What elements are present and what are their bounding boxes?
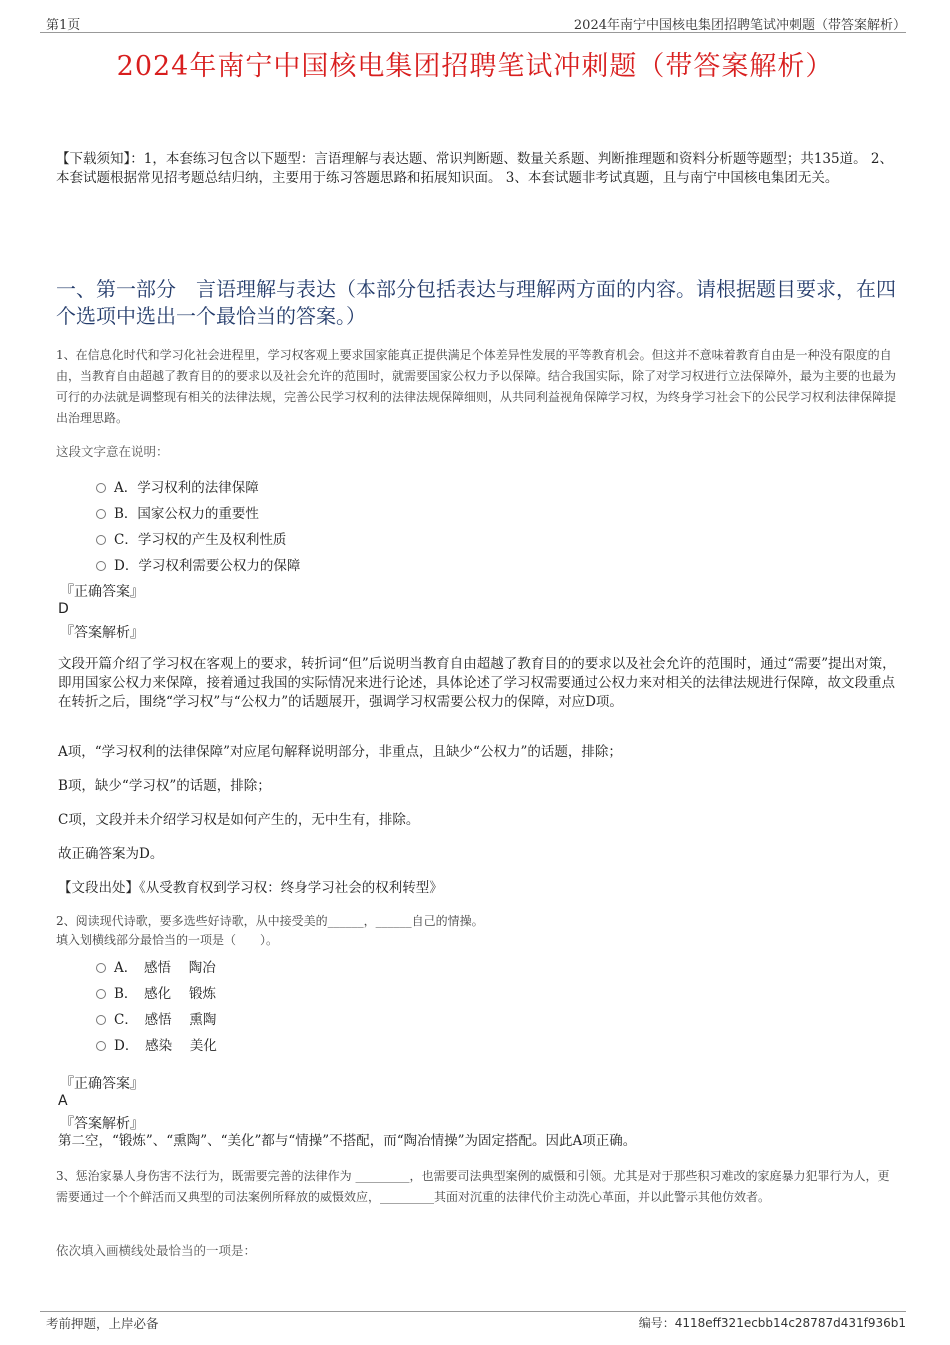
radio-icon[interactable] <box>96 1015 106 1025</box>
question-2-prompt: 填入划横线部分最恰当的一项是（ ）。 <box>56 933 279 947</box>
section-heading: 一、第一部分 言语理解与表达（本部分包括表达与理解两方面的内容。请根据题目要求，在四个选项中选出一个最恰当的答案。） <box>56 277 896 328</box>
q2-analysis-label: 『答案解析』 <box>60 1116 144 1132</box>
q1-option-b[interactable] <box>96 502 259 522</box>
question-3-prompt: 依次填入画横线处最恰当的一项是： <box>56 1243 257 1258</box>
q1-source: 【文段出处】《从受教育权到学习权：终身学习社会的权利转型》 <box>58 880 443 896</box>
q2-answer-label: 『正确答案』 <box>60 1076 144 1092</box>
footer-code: 编号：4118eff321ecbb14c28787d431f936b1 <box>638 1316 906 1330</box>
q1-note-c: C项，文段并未介绍学习权是如何产生的，无中生有，排除。 <box>58 812 420 828</box>
q1-option-c[interactable] <box>96 528 286 548</box>
option-label: B． 感化 锻炼 <box>114 986 216 1002</box>
document-title: 2024年南宁中国核电集团招聘笔试冲刺题（带答案解析） <box>116 51 834 82</box>
running-header-title: 2024年南宁中国核电集团招聘笔试冲刺题（带答案解析） <box>573 18 906 33</box>
q1-option-a[interactable] <box>96 476 259 496</box>
radio-icon[interactable] <box>96 1041 106 1051</box>
download-notice: 【下载须知】：1，本套练习包含以下题型：言语理解与表达题、常识判断题、数量关系题、判断推理题和资料分析题等题型；共135道。 2、本套试题根据常见招考题总结归纳，主要用于练习答题思路和拓展知识面。 3、本套试题非考试真题，且与南宁中国核电集团无关。 <box>56 151 893 186</box>
option-label: B．国家公权力的重要性 <box>114 506 259 522</box>
question-3-stem: 3、惩治家暴人身伤害不法行为，既需要完善的法律作为 _________，也需要司法典型案例的威慑和引领。尤其是对于那些积习难改的家庭暴力犯罪行为人，更需要通过一个个鲜活而又典型的司法案例所释放的威慑效应，_________其面对沉重的法律代价主动洗心革面，并以此警示其他仿效者。 <box>56 1169 890 1204</box>
q1-note-b: B项，缺少“学习权”的话题，排除； <box>58 778 271 794</box>
q1-answer-label: 『正确答案』 <box>60 584 144 600</box>
option-label: D． 感染 美化 <box>114 1038 217 1054</box>
radio-icon[interactable] <box>96 963 106 973</box>
q1-analysis-label: 『答案解析』 <box>60 625 144 641</box>
q2-option-c[interactable] <box>96 1008 216 1028</box>
q2-option-d[interactable] <box>96 1034 217 1054</box>
header-divider <box>40 32 906 33</box>
option-label: A． 感悟 陶冶 <box>114 960 216 976</box>
question-2-stem: 2、阅读现代诗歌，要多选些好诗歌，从中接受美的______，______自己的情操。 <box>56 914 484 928</box>
q1-conclusion: 故正确答案为D。 <box>58 846 164 862</box>
footer-divider <box>40 1311 906 1312</box>
q2-answer: A <box>58 1093 68 1109</box>
radio-icon[interactable] <box>96 509 106 519</box>
option-label: C． 感悟 熏陶 <box>114 1012 217 1028</box>
q1-analysis: 文段开篇介绍了学习权在客观上的要求，转折词“但”后说明当教育自由超越了教育目的的要求以及社会允许的范围时，通过“需要”提出对策，即用国家公权力来保障，接着通过我国的实际情况来进行论述，具体论述了学习权需要通过公权力来对相关的法律法规进行保障，故文段重点在转折之后，围绕“学习权”与“公权力”的话题展开，强调学习权需要公权力的保障，对应D项。 <box>58 656 896 710</box>
footer-slogan: 考前押题，上岸必备 <box>46 1316 159 1331</box>
question-1-prompt: 这段文字意在说明： <box>56 444 169 459</box>
q1-note-a: A项，“学习权利的法律保障”对应尾句解释说明部分，非重点，且缺少“公权力”的话题，排除； <box>58 744 622 760</box>
option-label: A．学习权利的法律保障 <box>114 480 259 496</box>
q2-analysis: 第二空，“锻炼”、“熏陶”、“美化”都与“情操”不搭配，而“陶冶情操”为固定搭配。因此A项正确。 <box>58 1133 637 1149</box>
radio-icon[interactable] <box>96 989 106 999</box>
q2-option-b[interactable] <box>96 982 216 1002</box>
radio-icon[interactable] <box>96 535 106 545</box>
q1-answer: D <box>58 601 69 617</box>
radio-icon[interactable] <box>96 483 106 493</box>
question-1-stem: 1、在信息化时代和学习化社会进程里，学习权客观上要求国家能真正提供满足个体差异性发展的平等教育机会。但这并不意味着教育自由是一种没有限度的自由，当教育自由超越了教育目的的要求以及社会允许的范围时，就需要国家公权力予以保障。结合我国实际，除了对学习权进行立法保障外，最为主要的也最为可行的办法就是调整现有相关的法律法规，完善公民学习权利的法律法规保障细则，从共同利益视角保障学习权，为终身学习社会下的公民学习权利法律保障提出治理思路。 <box>56 348 897 425</box>
q1-option-d[interactable] <box>96 554 300 574</box>
option-label: C．学习权的产生及权利性质 <box>114 532 287 548</box>
option-label: D．学习权利需要公权力的保障 <box>114 558 301 574</box>
page-number: 第1页 <box>46 18 81 33</box>
q2-option-a[interactable] <box>96 956 216 976</box>
radio-icon[interactable] <box>96 561 106 571</box>
